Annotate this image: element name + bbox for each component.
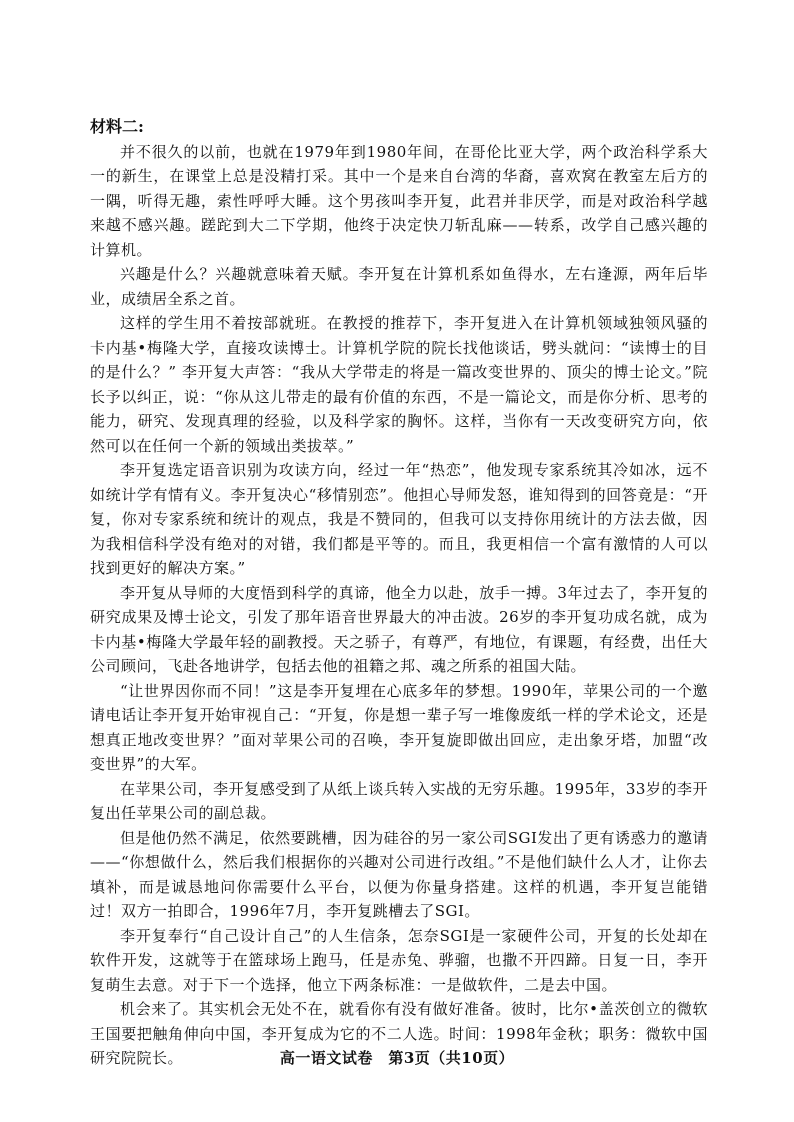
page-footer: 高一语文试卷 第3页（共10页） (279, 1049, 515, 1067)
material-heading: 材料二: (90, 117, 144, 136)
paragraph-3: 这样的学生用不着按部就班。在教授的推荐下，李开复进入在计算机领域独领风骚的卡内基•梅隆大学，直接攻读博士。计算机学院的院长找他谈话，劈头就问：“读博士的目的是什么？” 李开复大声答：“我从大学带走的将是一篇改变世界的、顶尖的博士论文。”院长予以纠正，说：“你从这儿带走的最有价值的东西，不是一篇论文，而是你分析、思考的能力，研究、发现真理的经验，以及科学家的胸怀。这样，当你有一天改变研究方向，依然可以在任何一个新的领域出类拔萃。” (90, 314, 708, 455)
paragraph-7: 在苹果公司，李开复感受到了从纸上谈兵转入实战的无穷乐趣。1995年，33岁的李开复出任苹果公司的副总裁。 (90, 779, 708, 822)
paragraph-6: “让世界因你而不同！”这是李开复埋在心底多年的梦想。1990年，苹果公司的一个邀请电话让李开复开始审视自己：“开复，你是想一辈子写一堆像废纸一样的学术论文，还是想真正地改变世界？”面对苹果公司的召唤，李开复旋即做出回应，走出象牙塔，加盟“改变世界”的大军。 (90, 681, 708, 773)
reading-material (90, 115, 708, 1071)
paragraph-9: 李开复奉行“自己设计自己”的人生信条，怎奈SGI是一家硬件公司，开复的长处却在软件开发，这就等于在篮球场上跑马，任是赤兔、骅骝，也撒不开四蹄。日复一日，李开复萌生去意。对于下一个选择，他立下两条标准：一是做软件，二是去中国。 (90, 926, 708, 994)
paragraph-4: 李开复选定语音识别为攻读方向，经过一年“热恋”，他发现专家系统其冷如冰，远不如统计学有情有义。李开复决心“移情别恋”。他担心导师发怒，谁知得到的回答竟是：“开复，你对专家系统和统计的观点，我是不赞同的，但我可以支持你用统计的方法去做，因为我相信科学没有绝对的对错，我们都是平等的。而且，我更相信一个富有激情的人可以找到更好的解决方案。” (90, 461, 708, 577)
paragraph-8: 但是他仍然不满足，依然要跳槽，因为硅谷的另一家公司SGI发出了更有诱惑力的邀请——“你想做什么，然后我们根据你的兴趣对公司进行改组。”不是他们缺什么人才，让你去填补，而是诚恳地问你需要什么平台，以便为你量身搭建。这样的机遇，李开复岂能错过！双方一拍即合，1996年7月，李开复跳槽去了SGI。 (90, 828, 708, 920)
paragraph-2: 兴趣是什么？兴趣就意味着天赋。李开复在计算机系如鱼得水，左右逢源，两年后毕业，成绩居全系之首。 (90, 265, 708, 308)
paragraph-1: 并不很久的以前，也就在1979年到1980年间，在哥伦比亚大学，两个政治科学系大一的新生，在课堂上总是没精打采。其中一个是来自台湾的华裔，喜欢窝在教室左后方的一隅，听得无趣，索性呼呼大睡。这个男孩叫李开复，此君并非厌学，而是对政治科学越来越不感兴趣。蹉跎到大二下学期，他终于决定快刀斩乱麻——转系，改学自己感兴趣的计算机。 (90, 142, 708, 259)
paragraph-5: 李开复从导师的大度悟到科学的真谛，他全力以赴，放手一搏。3年过去了，李开复的研究成果及博士论文，引发了那年语音世界最大的冲击波。26岁的李开复功成名就，成为卡内基•梅隆大学最年轻的副教授。天之骄子，有尊严，有地位，有课题，有经费，出任大公司顾问，飞赴各地讲学，包括去他的祖籍之邦、魂之所系的祖国大陆。 (90, 583, 708, 675)
paragraph-10: 机会来了。其实机会无处不在，就看你有没有做好准备。彼时，比尔•盖茨创立的微软王国要把触角伸向中国，李开复成为它的不二人选。时间：1998年金秋；职务：微软中国研究院院长。 (90, 1000, 708, 1067)
